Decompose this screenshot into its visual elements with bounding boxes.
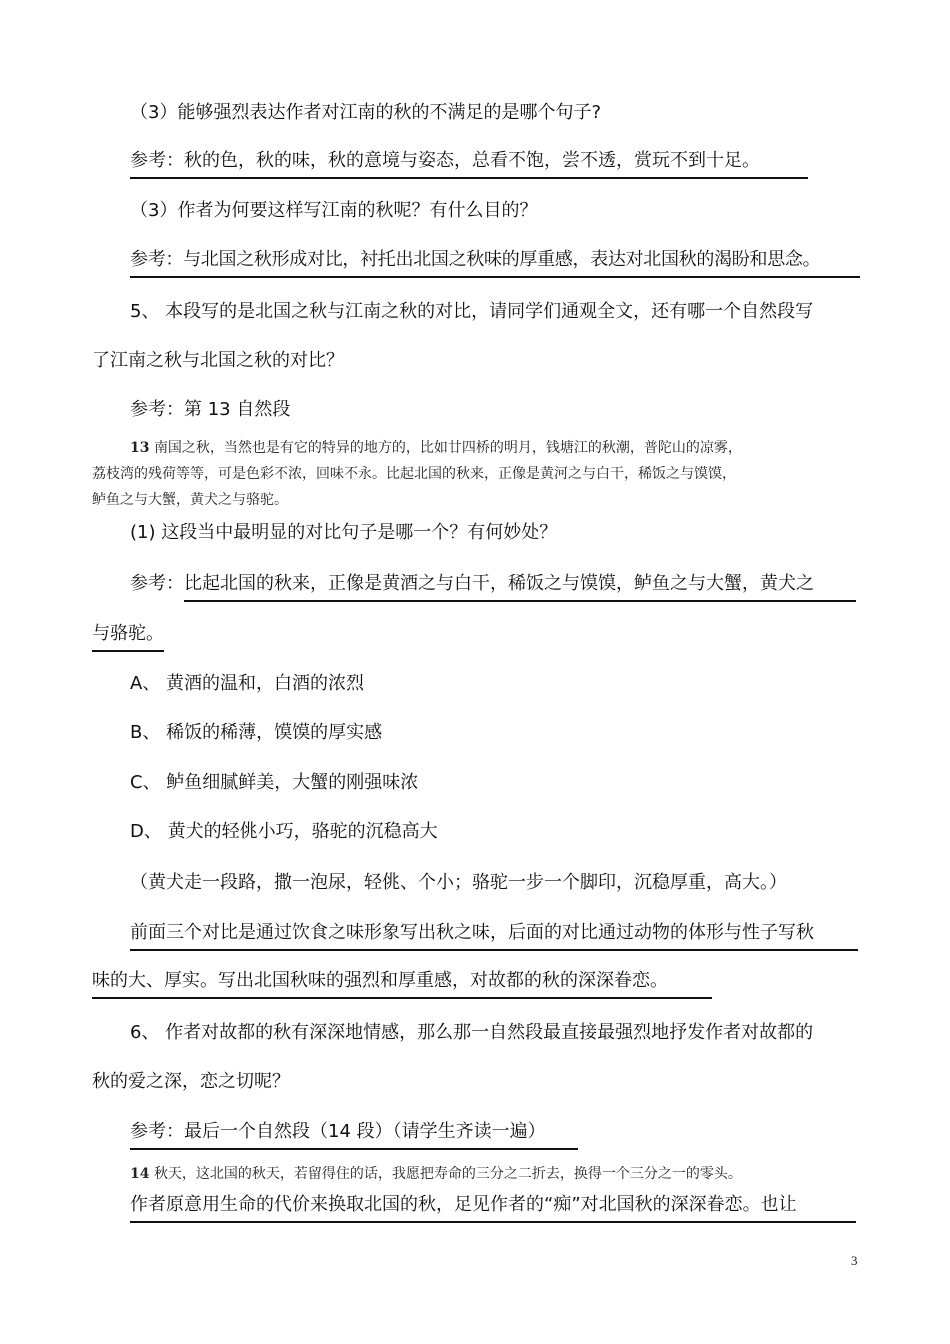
paragraph-14-text-1: 秋天，这北国的秋天，若留得住的话，我愿把寿命的三分之二折去，换得一个三分之一的零头。 (153, 1166, 742, 1182)
paragraph-13-line-1 (130, 437, 742, 459)
paragraph-14-number: 14 (130, 1166, 150, 1182)
option-b: B、 稀饭的稀薄，馍馍的厚实感 (130, 722, 383, 743)
paragraph-13-line-2: 荔枝湾的残荷等等，可是色彩不浓，回味不永。比起北国的秋来，正像是黄河之与白干，稀饭之与馍馍， (92, 466, 736, 482)
option-a: A、 黄酒的温和，白酒的浓烈 (130, 673, 365, 694)
parenthetical-note: （黄犬走一段路，撒一泡尿，轻佻、个小；骆驼一步一个脚印，沉稳厚重，高大。） (130, 872, 787, 893)
underlined-answer-2: 参考：与北国之秋形成对比，衬托出北国之秋味的厚重感，表达对北国秋的渴盼和思念。 (130, 248, 860, 278)
question-1: (1) 这段当中最明显的对比句子是哪一个？有何妙处？ (130, 522, 558, 543)
question-6-line-1: 6、 作者对故都的秋有深深地情感，那么那一自然段最直接最强烈地抒发作者对故都的 (130, 1022, 814, 1043)
question-5-line-2: 了江南之秋与北国之秋的对比？ (92, 350, 344, 371)
underlined-analysis-2: 味的大、厚实。写出北国秋味的强烈和厚重感，对故都的秋的深深眷恋。 (92, 969, 712, 999)
underlined-answer-1: 参考：秋的色，秋的味，秋的意境与姿态，总看不饱，尝不透，赏玩不到十足。 (130, 149, 808, 179)
analysis-line-1 (130, 921, 858, 951)
underlined-answer-4-line-1: 比起北国的秋来，正像是黄酒之与白干，稀饭之与馍馍，鲈鱼之与大蟹，黄犬之 (184, 572, 856, 602)
reference-answer-5 (130, 1120, 578, 1150)
underlined-answer-4-line-2: 与骆驼。 (92, 622, 164, 652)
underlined-answer-5: 参考：最后一个自然段（14 段）（请学生齐读一遍） (130, 1120, 578, 1150)
closing-analysis (130, 1193, 856, 1223)
reference-answer-1 (130, 149, 808, 179)
option-d: D、 黄犬的轻佻小巧，骆驼的沉稳高大 (130, 821, 438, 842)
analysis-line-2 (92, 969, 712, 999)
paragraph-13-number: 13 (130, 440, 150, 456)
reference-answer-4-cont (92, 622, 164, 652)
option-c: C、 鲈鱼细腻鲜美，大蟹的刚强味浓 (130, 772, 419, 793)
reference-answer-2 (130, 248, 860, 278)
reference-label: 参考： (130, 573, 184, 594)
question-3b: （3）作者为何要这样写江南的秋呢？有什么目的？ (130, 200, 538, 221)
question-5-line-1: 5、 本段写的是北国之秋与江南之秋的对比，请同学们通观全文，还有哪一个自然段写 (130, 301, 814, 322)
page-number: 3 (851, 1253, 858, 1268)
underlined-analysis-1: 前面三个对比是通过饮食之味形象写出秋之味，后面的对比通过动物的体形与性子写秋 (130, 921, 858, 951)
paragraph-14-line-1 (130, 1163, 742, 1185)
paragraph-13-text-1: 南国之秋，当然也是有它的特异的地方的，比如廿四桥的明月，钱塘江的秋潮，普陀山的凉雾， (153, 440, 742, 456)
reference-answer-3: 参考：第 13 自然段 (130, 399, 291, 420)
reference-answer-4 (130, 572, 856, 602)
underlined-closing: 作者原意用生命的代价来换取北国的秋，足见作者的“痴”对北国秋的深深眷恋。也让 (130, 1193, 856, 1223)
paragraph-13-line-3: 鲈鱼之与大蟹，黄犬之与骆驼。 (92, 492, 288, 508)
question-6-line-2: 秋的爱之深，恋之切呢？ (92, 1071, 290, 1092)
question-3a: （3）能够强烈表达作者对江南的秋的不满足的是哪个句子? (130, 102, 602, 123)
